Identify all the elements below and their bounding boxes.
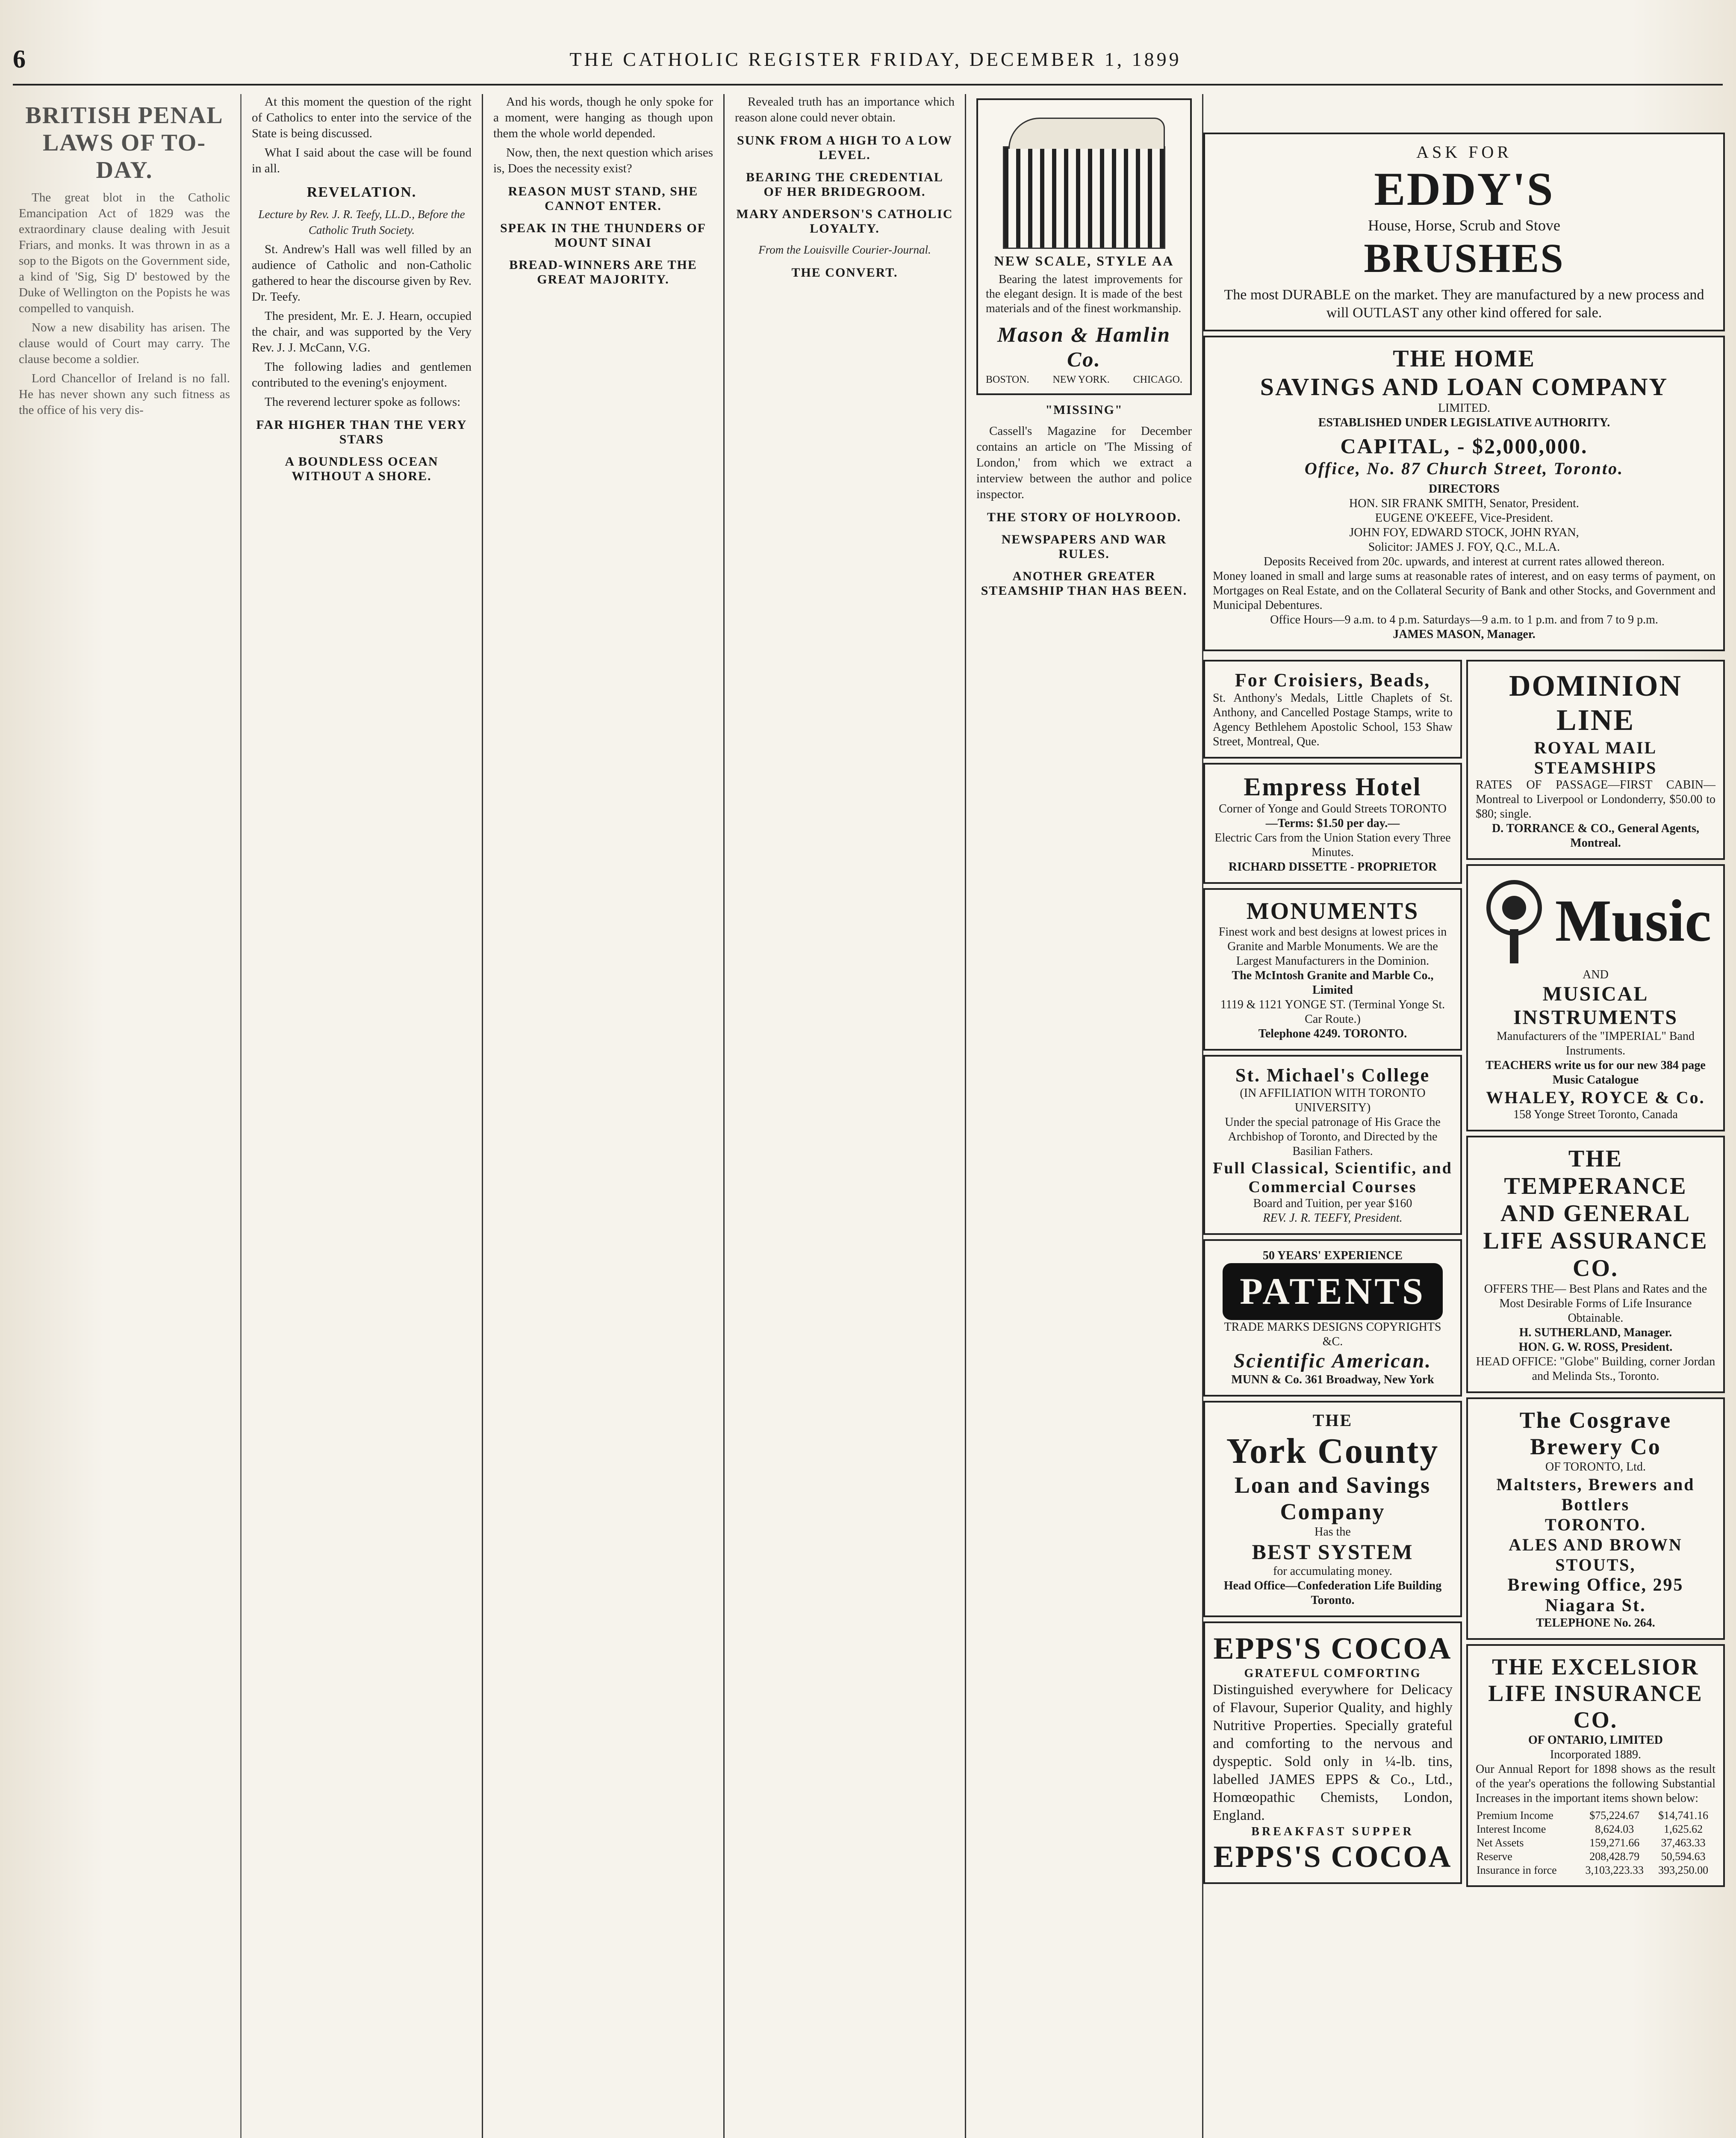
byline: From the Louisville Courier-Journal. [758,243,931,256]
epps-name-2: EPPS'S COCOA [1213,1840,1452,1874]
row-value: 159,271.66 [1589,1837,1640,1849]
st-michaels-patronage: Under the special patronage of His Grace the Archbishop of Toronto, and Directed by the Basilian Fathers. [1225,1116,1441,1158]
excelsior-table [1476,1808,1715,1878]
st-michaels-terms: Board and Tuition, per year $160 [1253,1197,1412,1210]
epps-text: Distinguished everywhere for Delicacy of Flavour, Superior Quality, and highly Nutritive Properties. Specially grateful and comforting to the nervous and dyspeptic. Sold only in ¼-lb. tins, labelled JAMES EPPS & Co., Ltd., Homœopathic Chemists, London, England. [1213,1682,1453,1823]
row-label: Interest Income [1477,1823,1546,1835]
headline-newspapers: NEWSPAPERS AND WAR RULES. [1001,532,1167,561]
eddys-product: BRUSHES [1364,235,1565,281]
st-michaels-signature: REV. J. R. TEEFY, President. [1263,1211,1403,1225]
row-value: 8,624.03 [1595,1823,1634,1835]
mason-hamlin-ad [976,98,1192,395]
subheadline-bearing: BEARING THE CREDENTIAL OF HER BRIDEGROOM. [746,170,943,199]
monuments-phone: Telephone 4249. TORONTO. [1258,1027,1407,1040]
temperance-offers: OFFERS THE— Best Plans and Rates and the Most Desirable Forms of Life Insurance Obtainable. [1484,1282,1707,1325]
subheadline-breadwinners: BREAD-WINNERS ARE THE GREAT MAJORITY. [509,258,697,286]
empress-name: Empress Hotel [1244,773,1422,801]
empress-terms: —Terms: $1.50 per day.— [1265,817,1400,830]
temperance-manager: H. SUTHERLAND, Manager. [1519,1326,1672,1339]
table-row [1477,1837,1715,1849]
patents-badge: PATENTS [1223,1263,1443,1320]
monuments-company: The McIntosh Granite and Marble Co., Limited [1232,969,1434,997]
cosgrave-name: The Cosgrave Brewery Co [1519,1407,1672,1459]
eddys-subtitle: House, Horse, Scrub and Stove [1368,217,1560,234]
row-label: Reserve [1477,1850,1512,1863]
piano-text: Bearing the latest improvements for the elegant design. It is made of the best materials and of the finest workmanship. [986,273,1182,315]
excelsior-name: THE EXCELSIOR LIFE INSURANCE CO. [1488,1654,1703,1733]
article-paragraph: The president, Mr. E. J. Hearn, occupied the chair, and was supported by the Very Rev. J. J. McCann, V.G. [252,309,472,354]
headline-revelation: REVELATION. [307,184,417,200]
temperance-ad [1466,1136,1725,1393]
cosgrave-ad [1466,1397,1725,1640]
croisiers-ad [1203,660,1462,759]
subheadline-sunk: SUNK FROM A HIGH TO A LOW LEVEL. [737,133,952,162]
masthead [13,34,1723,86]
york-name: York County [1226,1431,1439,1471]
temperance-office: HEAD OFFICE: "Globe" Building, corner Jordan and Melinda Sts., Toronto. [1476,1355,1715,1383]
dominion-sub: ROYAL MAIL STEAMSHIPS [1534,738,1657,777]
york-has: Has the [1315,1525,1351,1539]
cosgrave-toronto: TORONTO. [1544,1515,1647,1534]
patents-ad [1203,1239,1462,1397]
eddys-ad [1203,133,1725,331]
column-3 [483,94,725,2138]
masthead-line: THE CATHOLIC REGISTER FRIDAY, DECEMBER 1, 1899 [569,48,1182,70]
eddys-name: EDDY'S [1374,163,1554,215]
piano-caption: NEW SCALE, STYLE AA [994,253,1174,269]
epps-ad [1203,1621,1462,1884]
temperance-president: HON. G. W. ROSS, President. [1518,1341,1673,1354]
home-title: THE HOME [1393,346,1536,372]
york-the: THE [1312,1411,1353,1430]
ask-for: ASK FOR [1416,142,1512,162]
music-ad [1466,864,1725,1131]
ad-row-1 [1203,656,1725,1891]
row-value: 208,428.79 [1589,1850,1640,1863]
article-paragraph: And his words, though he only spoke for a moment, were hanging as though upon them the whole world depended. [493,95,713,140]
table-row [1477,1809,1715,1822]
column-4 [725,94,966,2138]
music-manufacturers: Manufacturers of the "IMPERIAL" Band Instruments. [1497,1030,1695,1057]
cosgrave-city: OF TORONTO, Ltd. [1545,1460,1646,1474]
patents-scientific: Scientific American. [1233,1350,1432,1372]
mason-hamlin-logo: Mason & Hamlin Co. [997,322,1171,371]
cosgrave-ales: ALES AND BROWN STOUTS, [1509,1535,1683,1574]
article-paragraph: The great blot in the Catholic Emancipation Act of 1829 was the extraordinary clause dealing with Jesuit Friars, and monks. It was thrown in as a sop to the Bigots on the Government side, a kind of 'Sig, Sig D' bestowed by the Duke of Wellington on the Popists he was compelled to vanquish. [19,191,230,315]
york-sub: Loan and Savings Company [1234,1472,1431,1524]
piano-illustration [1003,146,1165,249]
dominion-name: DOMINION LINE [1509,670,1683,737]
cosgrave-office: Brewing Office, 295 Niagara St. [1507,1575,1684,1615]
row-increase: 50,594.63 [1661,1850,1706,1863]
empress-cars: Electric Cars from the Union Station every Three Minutes. [1214,831,1451,859]
city-label: NEW YORK. [1052,374,1110,385]
york-county-ad [1203,1401,1462,1617]
subheadline-sinai: SPEAK IN THE THUNDERS OF MOUNT SINAI [500,221,706,250]
home-solicitor: Solicitor: JAMES J. FOY, Q.C., M.L.A. [1368,540,1560,554]
patents-years: 50 YEARS' EXPERIENCE [1262,1249,1403,1262]
subheadline-convert: THE CONVERT. [791,266,898,280]
advertisements-column [1203,128,1725,1891]
subheadline-boundless-ocean: A BOUNDLESS OCEAN WITHOUT A SHORE. [285,455,439,483]
st-michaels-name: St. Michael's College [1235,1065,1430,1086]
eddys-text: The most DURABLE on the market. They are manufactured by a new process and will OUTLAST any other kind offered for sale. [1224,287,1704,321]
home-limited: LIMITED. [1438,402,1491,415]
page-number: 6 [13,44,28,73]
home-hours: Office Hours—9 a.m. to 4 p.m. Saturdays—9 a.m. to 1 p.m. and from 7 to 9 p.m. [1270,613,1658,626]
home-name: SAVINGS AND LOAN COMPANY [1260,373,1668,401]
column-1 [9,94,242,2138]
monuments-address: 1119 & 1121 YONGE ST. (Terminal Yonge St. Car Route.) [1220,998,1445,1026]
patents-munn: MUNN & Co. 361 Broadway, New York [1231,1373,1434,1386]
music-address: 158 Yonge Street Toronto, Canada [1513,1108,1678,1121]
row-increase: 37,463.33 [1661,1837,1706,1849]
article-paragraph: What I said about the case will be found in all. [252,146,472,175]
byline: Lecture by Rev. J. R. Teefy, LL.D., Before the Catholic Truth Society. [258,208,465,236]
tuba-icon [1480,874,1548,968]
subheadline-far-higher: FAR HIGHER THAN THE VERY STARS [256,418,467,446]
st-michaels-affiliation: (IN AFFILIATION WITH TORONTO UNIVERSITY) [1240,1087,1426,1114]
cosgrave-phone: TELEPHONE No. 264. [1536,1616,1655,1630]
city-label: BOSTON. [986,374,1029,385]
article-paragraph: The following ladies and gentlemen contributed to the evening's enjoyment. [252,360,472,390]
home-established: ESTABLISHED UNDER LEGISLATIVE AUTHORITY. [1318,416,1610,429]
st-michaels-ad [1203,1055,1462,1235]
dominion-agent: D. TORRANCE & CO., General Agents, Montreal. [1491,822,1700,850]
epps-name: EPPS'S COCOA [1213,1631,1452,1666]
home-deposits: Deposits Received from 20c. upwards, and interest at current rates allowed thereon. [1264,555,1665,568]
column-5 [966,94,1203,2138]
article-paragraph: The reverend lecturer spoke as follows: [265,395,461,409]
croisiers-title: For Croisiers, Beads, [1235,670,1431,691]
article-paragraph: Lord Chancellor of Ireland is no fall. He has never shown any such fitness as the office of his very dis- [19,372,230,417]
music-word: Music [1555,887,1712,954]
row-increase: 1,625.62 [1664,1823,1703,1835]
table-row [1477,1823,1715,1836]
york-for: for accumulating money. [1273,1565,1392,1578]
croisiers-text: St. Anthony's Medals, Little Chaplets of St. Anthony, and Cancelled Postage Stamps, write to Agency Bethlehem Apostolic School, 153 Shaw Street, Montreal, Que. [1213,691,1453,748]
home-office: Office, No. 87 Church Street, Toronto. [1304,459,1624,478]
home-savings-ad [1203,336,1725,651]
mason-cities [986,374,1182,386]
article-paragraph: Now, then, the next question which arises is, Does the necessity exist? [493,146,713,175]
music-company: WHALEY, ROYCE & Co. [1486,1088,1705,1107]
headline-steamship: ANOTHER GREATER STEAMSHIP THAN HAS BEEN. [981,569,1188,598]
excelsior-ad [1466,1644,1725,1887]
table-row [1477,1850,1715,1863]
article-paragraph: Now a new disability has arisen. The clause would of Court may carry. The clause become a soldier. [19,321,230,366]
headline-mary-anderson: MARY ANDERSON'S CATHOLIC LOYALTY. [736,207,953,236]
home-capital: CAPITAL, - $2,000,000. [1340,434,1588,458]
music-instruments: MUSICAL INSTRUMENTS [1513,983,1678,1029]
music-and: AND [1583,968,1609,981]
home-manager: JAMES MASON, Manager. [1393,628,1536,641]
article-paragraph: At this moment the question of the right of Catholics to enter into the service of the State is being discussed. [252,95,472,140]
row-label: Insurance in force [1477,1864,1557,1876]
subheadline-reason: REASON MUST STAND, SHE CANNOT ENTER. [508,184,699,213]
row-label: Net Assets [1477,1837,1524,1849]
monuments-text: Finest work and best designs at lowest prices in Granite and Marble Monuments. We are the Largest Manufacturers in the Dominion. [1218,925,1447,968]
empress-proprietor: RICHARD DISSETTE - PROPRIETOR [1228,860,1437,874]
table-row [1477,1864,1715,1877]
dominion-line-ad [1466,660,1725,860]
empress-ad [1203,763,1462,884]
row-increase: $14,741.16 [1658,1809,1709,1822]
home-directors: JOHN FOY, EDWARD STOCK, JOHN RYAN, [1349,526,1579,539]
article-paragraph: Cassell's Magazine for December contains an article on 'The Missing of London,' from which we extract a interview between the author and police inspector. [976,424,1192,501]
st-michaels-courses: Full Classical, Scientific, and Commercial Courses [1213,1159,1453,1196]
row-label: Premium Income [1477,1809,1553,1822]
home-money: Money loaned in small and large sums at reasonable rates of interest, and on easy terms of payment, on Mortgages on Real Estate, and on the Collateral Security of Bank and other Stocks, and Government and Municipal Debentures. [1213,570,1715,612]
york-head: Head Office—Confederation Life Building Toronto. [1223,1579,1442,1607]
headline-holyrood: THE STORY OF HOLYROOD. [987,510,1182,524]
headline-missing: "MISSING" [1045,403,1123,417]
row-value: 3,103,223.33 [1585,1864,1644,1876]
home-directors-label: DIRECTORS [1429,482,1500,496]
dominion-rates: RATES OF PASSAGE—FIRST CABIN—Montreal to Liverpool or Londonderry, $50.00 to $80; single. [1476,778,1715,821]
monuments-title: MONUMENTS [1246,898,1419,924]
epps-tagline: GRATEFUL COMFORTING [1244,1667,1421,1680]
article-paragraph: St. Andrew's Hall was well filled by an audience of Catholic and non-Catholic gathered to hear the discourse given by Rev. Dr. Teefy. [252,242,472,304]
excelsior-report: Our Annual Report for 1898 shows as the result of the year's operations the following Substantial Increases in the important items shown below: [1476,1763,1715,1805]
article-paragraph: Revealed truth has an importance which reason alone could never obtain. [735,95,955,124]
column-2 [242,94,483,2138]
city-label: CHICAGO. [1133,374,1182,385]
home-president: HON. SIR FRANK SMITH, Senator, President. [1349,497,1579,510]
headline-british-penal-laws: BRITISH PENAL LAWS OF TO-DAY. [25,102,224,183]
music-teachers: TEACHERS write us for our new 384 page Music Catalogue [1485,1059,1706,1087]
empress-address: Corner of Yonge and Gould Streets TORONTO [1219,802,1447,815]
home-vice: EUGENE O'KEEFE, Vice-President. [1375,511,1553,525]
temperance-name: THE TEMPERANCE AND GENERAL LIFE ASSURANCE CO. [1483,1146,1708,1282]
patents-marks: TRADE MARKS DESIGNS COPYRIGHTS &C. [1224,1320,1441,1348]
row-value: $75,224.67 [1589,1809,1640,1822]
monuments-ad [1203,888,1462,1051]
excelsior-of: OF ONTARIO, LIMITED [1528,1733,1663,1747]
cosgrave-trade: Maltsters, Brewers and Bottlers [1496,1475,1695,1514]
york-system: BEST SYSTEM [1252,1540,1414,1564]
row-increase: 393,250.00 [1658,1864,1709,1876]
excelsior-incorporated: Incorporated 1889. [1550,1748,1642,1761]
epps-breakfast: BREAKFAST SUPPER [1251,1825,1414,1838]
